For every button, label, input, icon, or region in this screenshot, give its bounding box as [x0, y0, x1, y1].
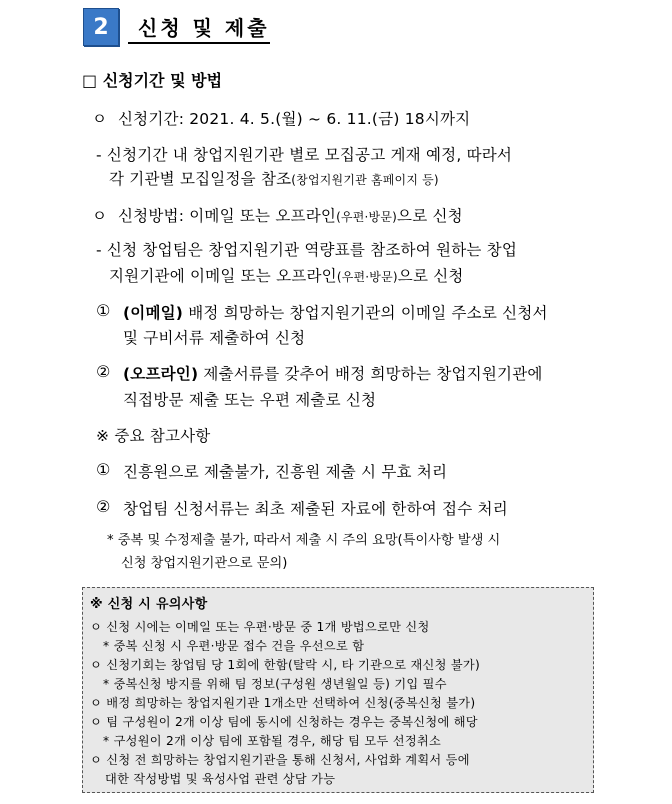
period-bullet: ㅇ: [92, 110, 108, 128]
option2-number: ②: [96, 362, 111, 381]
notice-line: ㅇ 신청기회는 창업팀 당 1회에 한함(탈락 시, 타 기관으로 재신청 불가): [90, 658, 481, 672]
method-tail: 으로 신청: [397, 207, 463, 225]
method-small: (우편·방문): [336, 210, 398, 224]
notice-box: [82, 587, 594, 793]
option1-continuation: 및 구비서류 제출하여 신청: [123, 329, 306, 347]
method-main: 신청방법: 이메일 또는 오프라인: [118, 207, 337, 225]
period-note-main: 각 기관별 모집일정을 참조: [109, 170, 292, 188]
period-text: 신청기간: 2021. 4. 5.(월) ~ 6. 11.(금) 18시까지: [118, 110, 471, 128]
method-note-small: (우편·방문): [336, 270, 398, 284]
notice-subline: * 중복신청 방지를 위해 팀 정보(구성원 생년월일 등) 기입 필수: [103, 677, 447, 691]
footnote-line-2: 신청 창업지원기관으로 문의): [121, 556, 288, 571]
method-bullet: ㅇ: [92, 207, 108, 225]
footnote-line-1: * 중복 및 수정제출 불가, 따라서 제출 시 주의 요망(특이사항 발생 시: [107, 533, 501, 548]
section-title: 신청 및 제출: [138, 16, 270, 40]
notice-line: ㅇ 팀 구성원이 2개 이상 팀에 동시에 신청하는 경우는 중복신청에 해당: [90, 715, 478, 729]
option2-text: [123, 362, 543, 384]
notice-line: ㅇ 배정 희망하는 창업지원기관 1개소만 선택하여 신청(중복신청 불가): [90, 696, 476, 710]
option2-bold: (오프라인): [123, 365, 199, 383]
method-note-line-2: [109, 264, 464, 286]
option1-text: [123, 301, 548, 323]
section-number-badge: 2: [83, 8, 119, 46]
important1-number: ①: [96, 460, 111, 479]
period-note-line-1: - 신청기간 내 창업지원기관 별로 모집공고 게재 예정, 따라서: [96, 146, 513, 164]
subsection-title: □ 신청기간 및 방법: [82, 71, 223, 90]
notice-continuation: 대한 작성방법 및 육성사업 관련 상담 가능: [105, 772, 336, 786]
important1-text: 진흥원으로 제출불가, 진흥원 제출 시 무효 처리: [123, 463, 448, 481]
method-note-tail: 으로 신청: [397, 267, 464, 285]
notice-subline: * 구성원이 2개 이상 팀에 포함될 경우, 해당 팀 모두 선정취소: [103, 734, 442, 748]
option1-bold: (이메일): [123, 304, 184, 322]
option1-body: 배정 희망하는 창업지원기관의 이메일 주소로 신청서: [183, 304, 548, 322]
important-header: ※ 중요 참고사항: [96, 427, 211, 445]
method-note-main: 지원기관에 이메일 또는 오프라인: [109, 267, 337, 285]
notice-line: ㅇ 신청 시에는 이메일 또는 우편·방문 중 1개 방법으로만 신청: [90, 620, 430, 634]
method-note-line-1: - 신청 창업팀은 창업지원기관 역량표를 참조하여 원하는 창업: [96, 241, 518, 259]
notice-title: ※ 신청 시 유의사항: [90, 597, 208, 612]
notice-line: ㅇ 신청 전 희망하는 창업지원기관을 통해 신청서, 사업화 계획서 등에: [90, 753, 470, 767]
period-note-line-2: [109, 167, 439, 189]
notice-subline: * 중복 신청 시 우편·방문 접수 건을 우선으로 함: [103, 639, 365, 653]
option2-body: 제출서류를 갖추어 배정 희망하는 창업지원기관에: [198, 365, 543, 383]
period-note-small: (창업지원기관 홈페이지 등): [291, 173, 439, 187]
important2-text: 창업팀 신청서류는 최초 제출된 자료에 한하여 접수 처리: [123, 500, 508, 518]
important2-number: ②: [96, 497, 111, 516]
option1-number: ①: [96, 301, 111, 320]
section-title-underline: [128, 42, 270, 44]
option2-continuation: 직접방문 제출 또는 우편 제출로 신청: [123, 391, 377, 409]
method-text: [118, 204, 463, 226]
